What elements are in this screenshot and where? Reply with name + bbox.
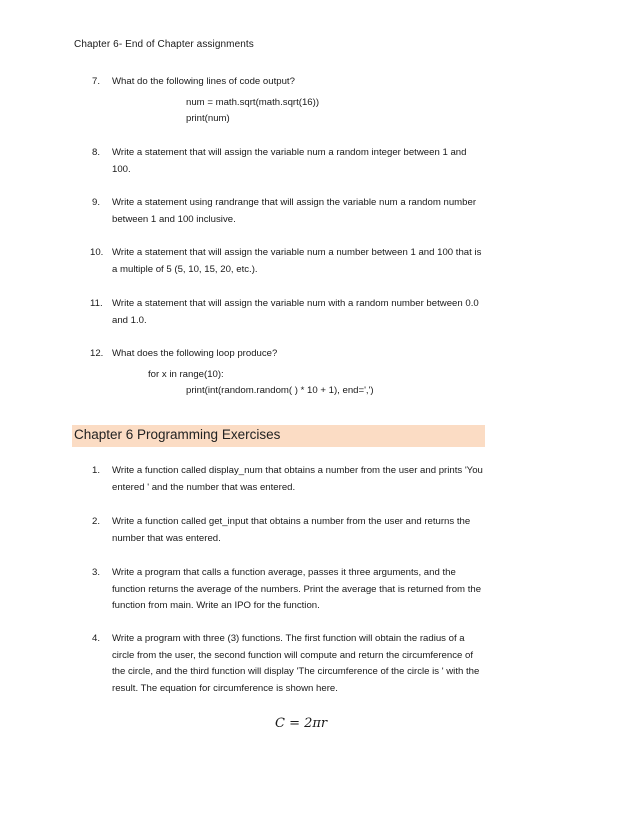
question-number: 10.: [90, 247, 104, 258]
question-number: 7.: [92, 76, 101, 87]
code-line: print(num): [186, 113, 230, 124]
exercise-text: Write a program with three (3) functions. The first function will obtain the radius of a circle from the user, the second function will compute and return the circumference of the circle, and the third function will display 'The circumference of the circle is ' with the result. The equation for circumference is shown here.: [112, 633, 480, 694]
exercise-3: [92, 565, 484, 615]
code-block-7: [186, 95, 319, 127]
exercise-1: [92, 463, 484, 496]
code-line: for x in range(10):: [148, 369, 224, 380]
question-8: [92, 145, 484, 178]
exercise-text: Write a program that calls a function average, passes it three arguments, and the function returns the average of the numbers. Print the average that is returned from the function from main. Write an IPO for the function.: [112, 567, 482, 611]
exercise-4: [92, 631, 484, 697]
question-text: What does the following loop produce?: [112, 348, 278, 359]
question-text: Write a statement that will assign the variable num a random integer between 1 and 100.: [112, 147, 467, 175]
question-text: What do the following lines of code output?: [112, 76, 295, 87]
question-number: 11.: [90, 298, 103, 309]
question-7: [92, 74, 484, 91]
question-9: [92, 195, 484, 228]
exercise-number: 1.: [92, 465, 101, 476]
question-11: [90, 296, 484, 329]
question-number: 8.: [92, 147, 101, 158]
circumference-formula: C = 2πr: [275, 716, 328, 731]
exercise-text: Write a function called display_num that obtains a number from the user and prints 'You entered ' and the number that was entered.: [112, 465, 483, 493]
exercise-number: 2.: [92, 516, 101, 527]
code-line: num = math.sqrt(math.sqrt(16)): [186, 97, 320, 108]
page-header: Chapter 6- End of Chapter assignments: [74, 39, 254, 50]
question-text: Write a statement that will assign the variable num with a random number between 0.0 and 1.0.: [112, 298, 479, 326]
section-title: Chapter 6 Programming Exercises: [74, 427, 281, 442]
exercise-2: [92, 514, 484, 547]
question-text: Write a statement that will assign the variable num a number between 1 and 100 that is a multiple of 5 (5, 10, 15, 20, etc.).: [112, 247, 482, 275]
question-number: 12.: [90, 348, 104, 359]
exercise-number: 4.: [92, 633, 101, 644]
question-text: Write a statement using randrange that will assign the variable num a random number between 1 and 100 inclusive.: [112, 197, 477, 225]
question-12: [90, 346, 484, 363]
exercise-number: 3.: [92, 567, 101, 578]
question-10: [90, 245, 484, 278]
code-line: print(int(random.random( ) * 10 + 1), end=','): [186, 385, 374, 396]
exercise-text: Write a function called get_input that obtains a number from the user and returns the number that was entered.: [112, 516, 471, 544]
question-number: 9.: [92, 197, 101, 208]
code-block-12: [148, 367, 374, 399]
section-banner: [72, 425, 485, 447]
